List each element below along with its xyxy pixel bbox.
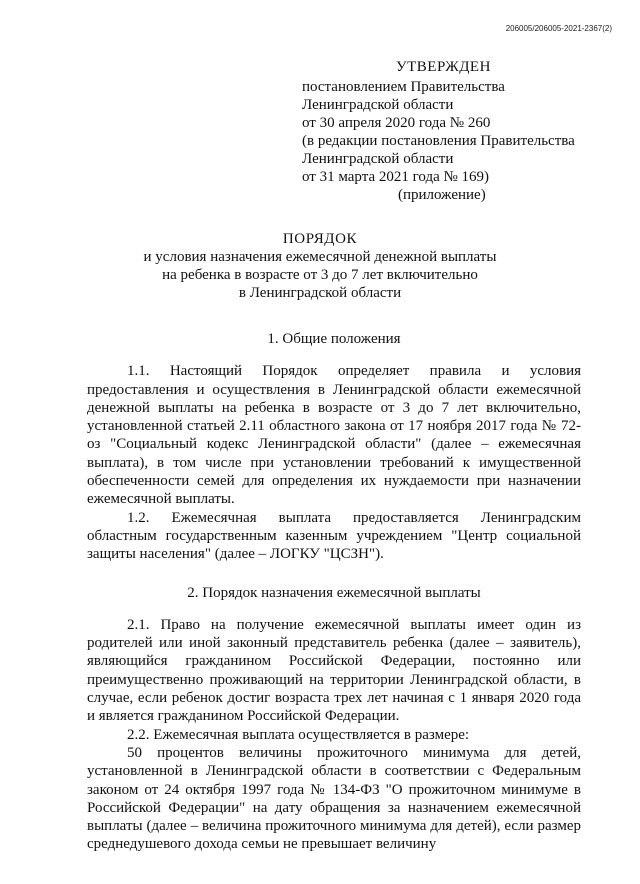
document-body <box>87 330 581 854</box>
approval-line: от 31 марта 2021 года № 169) <box>302 169 490 185</box>
section-heading: 1. Общие положения <box>267 331 401 347</box>
paragraph: 2.2. Ежемесячная выплата осуществляется в размере: <box>127 726 470 743</box>
approval-line: от 30 апреля 2020 года № 260 <box>302 115 491 131</box>
title-line: на ребенка в возрасте от 3 до 7 лет включительно <box>162 267 478 283</box>
paragraph: 2.1. Право на получение ежемесячной выплаты имеет один из родителей или иной законный представитель ребенка (далее – заявитель), являющийся гражданином Российской Федерации, постоянно или преимущественно проживающий на территории Ленинградской области, в случае, если ребенок достиг возраста трех лет начиная с 1 января 2020 года и является гражданином Российской Федерации. <box>87 616 581 725</box>
approval-heading: УТВЕРЖДЕН <box>396 59 491 75</box>
paragraph: 50 процентов величины прожиточного минимума для детей, установленной в Ленинградской области в соответствии с Федеральным законом от 24 октября 1997 года № 134-ФЗ "О прожиточном минимуме в Российской Федерации" на дату обращения за назначением ежемесячной выплаты (далее – величина прожиточного минимума для детей), если размер среднедушевого дохода семьи не превышает величину <box>87 744 581 853</box>
document-title <box>0 230 640 302</box>
approval-line: (в редакции постановления Правительства <box>302 133 575 149</box>
paragraph: 1.1. Настоящий Порядок определяет правила и условия предоставления и осуществления в Ленинградской области ежемесячной денежной выплаты на ребенка в возрасте от 3 до 7 лет включительно, установленной статьей 2.11 областного закона от 17 ноября 2017 года № 72-оз "Социальный кодекс Ленинградской области" (далее – ежемесячная выплата), в том числе при установлении требований к имущественной обеспеченности семей для определения их нуждаемости при назначении ежемесячной выплаты. <box>87 363 581 508</box>
paragraph: 1.2. Ежемесячная выплата предоставляется Ленинградским областным государственным казенным учреждением "Центр социальной защиты населения" (далее – ЛОГКУ "ЦСЗН"). <box>87 509 581 563</box>
approval-line: постановлением Правительства <box>302 79 505 95</box>
title-main: ПОРЯДОК <box>282 231 358 247</box>
approval-line: Ленинградской области <box>302 97 454 113</box>
title-line: и условия назначения ежемесячной денежной выплаты <box>143 249 497 265</box>
document-id: 206005/206005-2021-2367(2) <box>505 24 612 33</box>
approval-appendix: (приложение) <box>398 187 486 203</box>
approval-line: Ленинградской области <box>302 151 454 167</box>
title-line: в Ленинградской области <box>238 285 402 301</box>
approval-stamp <box>302 58 602 204</box>
section-heading: 2. Порядок назначения ежемесячной выплаты <box>187 584 481 601</box>
